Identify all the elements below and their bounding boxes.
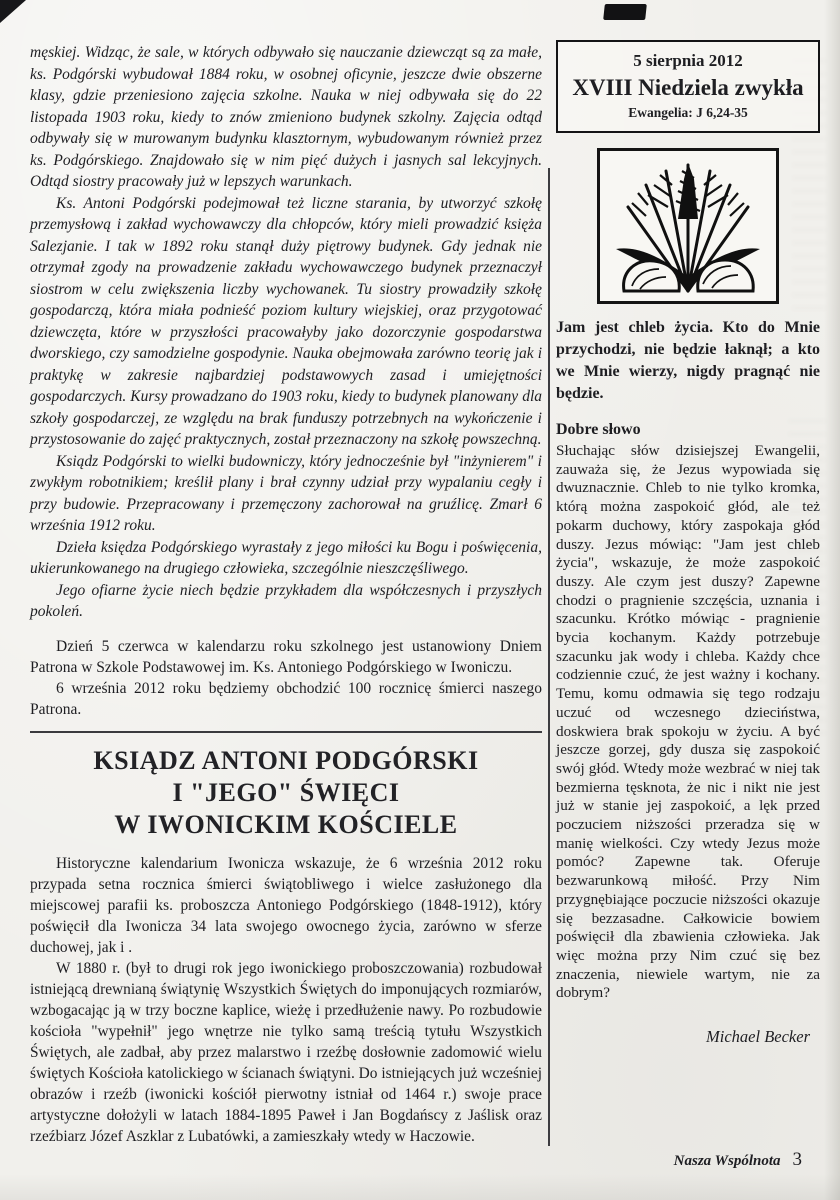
section-divider-rule xyxy=(30,731,542,733)
left-column xyxy=(30,42,542,1147)
scan-blob-artifact xyxy=(603,4,647,20)
article-title-line: KSIĄDZ ANTONI PODGÓRSKI xyxy=(93,745,479,775)
article-title xyxy=(30,745,542,841)
article-paragraph: Historyczne kalendarium Iwonicza wskazuje, że 6 września 2012 roku przypada setna rocznica śmierci świątobliwego i wielce zasłużonego dla miejscowej parafii ks. proboszcza Antoniego Podgórskiego (1848-1912), który poświęcił dla Iwonicza 34 lata swojego owocnego życia, zarówno w sferze duchowej, jak i . xyxy=(30,854,542,956)
body-paragraph: Ks. Antoni Podgórski podejmował też liczne starania, by utworzyć szkołę przemysłową i zakład wychowawczy dla chłopców, który mieli prowadzić księża Salezjanie. I tak w 1892 roku stanął duży piętrowy budynek. Gdy jednak nie otrzymał zgody na prowadzenie zakładu wychowawczego budynek przeznaczył siostrom w celu zwiększenia liczby wychowanek. Tu siostry prowadziły szkołę gospodarczą, która miała podnieść poziom kultury wiejskiej, oraz przygotować dziewczęta, które w przyszłości pracowałyby jako dozorczynie gospodarstwa dworskiego, czy samodzielne gospodynie. Nauka obejmowała zarówno teorię jak i praktykę w zakresie najbardziej podstawowych zasad i umiejętności gospodarczych. Kursy prowadzano do 1903 roku, kiedy to budynek planowany dla szkoły gospodarczej, ze względu na brak funduszy potrzebnych na wykończenie i przystosowanie do zajęć praktycznych, został przeznaczony na szkołę powszechną. xyxy=(30,194,542,448)
liturgy-sunday-title: XVIII Niedziela zwykła xyxy=(572,75,804,100)
column-divider-rule xyxy=(548,168,550,1146)
liturgy-date: 5 sierpnia 2012 xyxy=(633,51,743,70)
gospel-quote: Jam jest chleb życia. Kto do Mnie przychodzi, nie będzie łaknął; a kto we Mnie wierzy, nigdy pragnąć nie będzie. xyxy=(556,319,820,402)
body-paragraph: Ksiądz Podgórski to wielki budowniczy, który jednocześnie był "inżynierem" i zwykłym robotnikiem; kreślił plany i brał czynny udział przy wypalaniu cegły i przy budowie. Przepracowany i przemęczony zachorował na gruźlicę. Zmarł 6 września 1912 roku. xyxy=(30,452,542,534)
page-footer xyxy=(674,1149,802,1171)
body-paragraph: Jego ofiarne życie niech będzie przykładem dla współczesnych i przyszłych pokoleń. xyxy=(30,581,542,620)
article-body xyxy=(30,853,542,1147)
school-patron-notice xyxy=(30,636,542,720)
article-title-line: I "JEGO" ŚWIĘCI xyxy=(172,777,400,807)
notice-paragraph: Dzień 5 czerwca w kalendarzu roku szkolnego jest ustanowiony Dniem Patrona w Szkole Podstawowej im. Ks. Antoniego Podgórskiego w Iwoniczu. xyxy=(30,637,542,676)
scan-corner-artifact xyxy=(0,0,26,23)
wheat-bread-illustration xyxy=(597,148,779,304)
page-number: 3 xyxy=(792,1149,802,1170)
liturgy-gospel-reference: Ewangelia: J 6,24-35 xyxy=(628,105,748,120)
body-paragraph: męskiej. Widząc, że sale, w których odbywało się nauczanie dziewcząt są za małe, ks. Podgórski wybudował 1884 roku, w osobnej oficynie, jeszcze dwie obszerne klasy, gdzie przeniesiono zajęcia szkolne. Nauka w niej odbywała się do 22 listopada 1903 roku, kiedy to znów zmieniono budynek szkolny. Zajęcia odtąd odbywały się w murowanym budynku klasztornym, wybudowanym również przez ks. Podgórskiego. Znajdowało się w nim pięć dużych i jasnych sal lekcyjnych. Odtąd siostry pracowały już w lepszych warunkach. xyxy=(30,44,542,190)
wheat-bread-woodcut-drawing xyxy=(602,153,774,299)
notice-paragraph: 6 września 2012 roku będziemy obchodzić 100 rocznicę śmierci naszego Patrona. xyxy=(30,679,542,718)
liturgical-header-box xyxy=(556,40,820,133)
body-paragraph: Dzieła księdza Podgórskiego wyrastały z jego miłości ku Bogu i poświęcenia, ukierunkowanego na drugiego człowieka, szczególnie nieszczęśliwego. xyxy=(30,538,542,577)
article-title-line: W IWONICKIM KOŚCIELE xyxy=(114,809,458,839)
good-word-body: Słuchając słów dzisiejszej Ewangelii, zauważa się, że Jezus wypowiada się dwuznacznie. Chleb to nie tylko kromka, którą można zaspokoić głód, ale też pokarm duchowy, który zaspokaja głód duszy. Jezus mówiąc: "Jam jest chleb życia", wskazuje, że może zaspokoić duszy. Ale czym jest duszy? Zapewne chodzi o pragnienie szczęścia, uznania i szacunku. Krótko mówiąc - pragnienie bycia kochanym. Każdy potrzebuje szacunku jak wody i chleba. Każdy chce codziennie czuć, że jest ważny i kochany. Temu, komu odmawia się tego rodzaju uczuć od wczesnego dzieciństwa, doskwiera brak spokoju w życiu. A być jeszcze gorzej, gdy dusza się zaspokoić swój głód. Wtedy może wezbrać w niej tak bezmierna tęsknota, że nic i nikt nie jest już w stanie jej zaspokoić, a lęk przed poczuciem niższości przeradza się w manię wielkości. Czy wtedy Jezus może pomóc? Zapewne tak. Oferuje bezwarunkową miłość. Przy Nim przygnębiające poczucie niższości okazuje się bezzasadne. Całkowicie bowiem poświęcił dla zbawienia człowieka. Jak więc można przy Nim czuć się bez znaczenia, niewiele wartym, nie za dobrym? xyxy=(556,442,820,1002)
liturgy-sidebar xyxy=(556,40,820,1047)
good-word-heading: Dobre słowo xyxy=(556,421,641,438)
article-paragraph: W 1880 r. (był to drugi rok jego iwonickiego proboszczowania) rozbudował istniejącą drewnianą świątynię Wszystkich Świętych do imponujących rozmiarów, wzbogacając ją w trzy boczne kaplice, wieżę i przedłużenie nawy. Po rozbudowie kościoła "wypełnił" jego wnętrze nie tylko samą treścią tytułu Wszystkich Świętych, ale zadbał, aby przez malarstwo i rzeźbę dosłownie zadomowić wielu świętych Kościoła katolickiego w ścianach świątyni. Do istniejących już wcześniej obrazów i rzeźb (iwonicki kościół pierwotny istniał od 1464 r.) swoje prace artystyczne dołożyli w latach 1884-1895 Paweł i Jan Bogdańscy z Jaślisk oraz rzeźbiarz Józef Aszklar z Lubatówki, a zamieszkały wtedy w Haczowie. xyxy=(30,959,543,1145)
author-signature: Michael Becker xyxy=(706,1027,810,1047)
magazine-name: Nasza Wspólnota xyxy=(673,1153,781,1169)
